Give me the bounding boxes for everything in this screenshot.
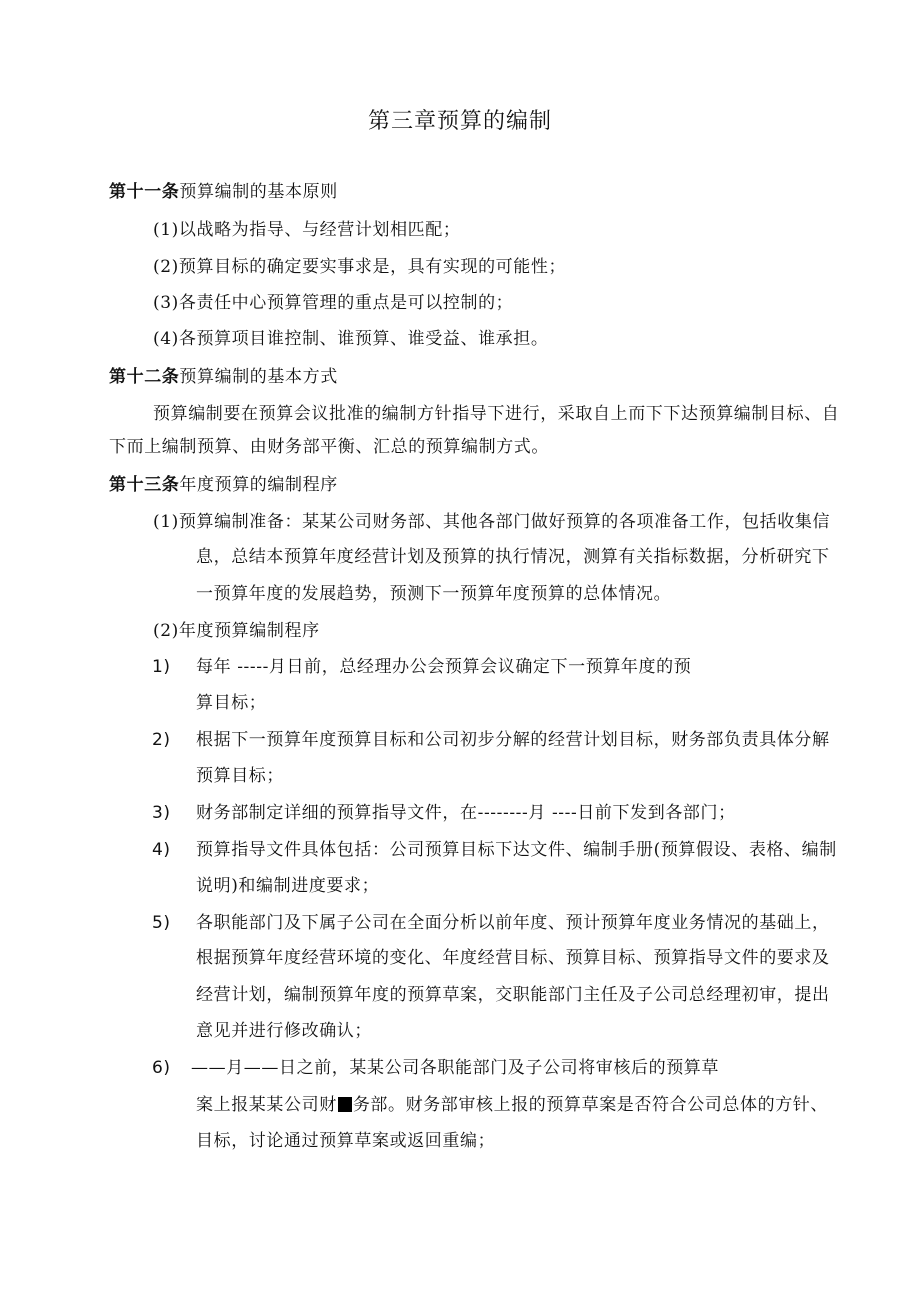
step-line-part: 务部。财务部审核上报的预算草案是否符合公司总体的方针、 [352,1095,829,1115]
step-line: ——月——日之前，某某公司各职能部门及子公司将审核后的预算草 [191,1058,719,1078]
step-number: 1) [152,657,171,677]
list-item-continuation: 息，总结本预算年度经营计划及预算的执行情况，测算有关指标数据，分析研究下 [196,547,830,567]
step-number: 6) [152,1058,171,1078]
article-number: 第十三条 [109,475,180,495]
step-line: 经营计划，编制预算年度的预算草案，交职能部门主任及子公司总经理初审，提出 [196,985,830,1005]
step-number: 2) [152,730,171,750]
list-item: (2)预算目标的确定要实事求是，具有实现的可能性； [153,257,567,277]
article-title: 预算编制的基本方式 [179,367,338,387]
article-number: 第十一条 [109,182,180,202]
step-line: 说明)和编制进度要求； [196,876,380,896]
list-item: (1)预算编制准备：某某公司财务部、其他各部门做好预算的各项准备工作，包括收集信 [153,512,831,532]
list-item: (2)年度预算编制程序 [153,621,320,641]
paragraph-line: 下而上编制预算、由财务部平衡、汇总的预算编制方式。 [109,437,549,457]
step-number: 3) [152,803,171,823]
step-line: 预算指导文件具体包括：公司预算目标下达文件、编制手册(预算假设、表格、编制 [196,840,837,860]
article-11-heading [109,182,338,202]
list-item-continuation: 一预算年度的发展趋势，预测下一预算年度预算的总体情况。 [196,584,672,604]
step-line: 算目标； [196,693,267,713]
article-title: 年度预算的编制程序 [179,475,338,495]
list-item: (4)各预算项目谁控制、谁预算、谁受益、谁承担。 [153,329,549,349]
list-item: (1)以战略为指导、与经营计划相匹配； [153,220,461,240]
step-line: 预算目标； [196,766,284,786]
page-title: 第三章预算的编制 [367,109,552,134]
article-13-heading [109,475,338,495]
step-line: 每年 -----月日前，总经理办公会预算会议确定下一预算年度的预 [196,657,692,677]
step-line-part: 案上报某某公司财 [196,1095,337,1115]
list-item: (3)各责任中心预算管理的重点是可以控制的； [153,293,514,313]
step-number: 5) [152,913,171,933]
step-line: 根据预算年度经营环境的变化、年度经营目标、预算目标、预算指导文件的要求及 [196,948,830,968]
step-number: 4) [152,840,171,860]
redaction-block [338,1097,352,1112]
step-line: 各职能部门及下属子公司在全面分析以前年度、预计预算年度业务情况的基础上， [196,913,830,933]
step-line: 目标，讨论通过预算草案或返回重编； [196,1131,496,1151]
article-12-heading [109,367,338,387]
article-title: 预算编制的基本原则 [179,182,338,202]
step-line: 意见并进行修改确认； [196,1021,372,1041]
article-number: 第十二条 [109,367,180,387]
paragraph-line: 预算编制要在预算会议批准的编制方针指导下进行，采取自上而下下达预算编制目标、自 [153,404,840,424]
step-line: 财务部制定详细的预算指导文件，在--------月 ----日前下发到各部门； [196,803,736,823]
step-line: 根据下一预算年度预算目标和公司初步分解的经营计划目标，财务部负责具体分解 [196,730,830,750]
step-line [196,1095,828,1115]
